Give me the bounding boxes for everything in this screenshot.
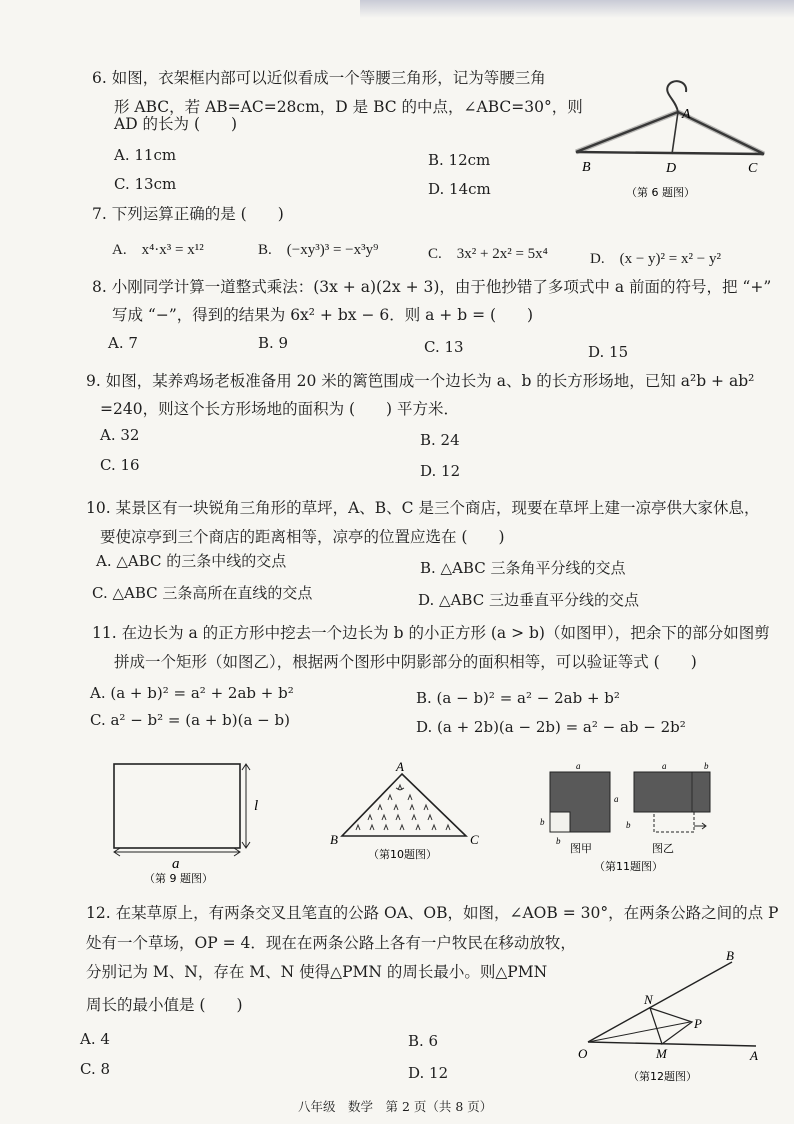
- q9-line1: 9. 如图，某养鸡场老板准备用 20 米的篱笆围成一个边长为 a、b 的长方形场地，已知 a²b + ab²: [86, 372, 755, 390]
- q10-caption: （第10题图）: [368, 848, 437, 861]
- q12-option-c: C. 8: [80, 1060, 111, 1078]
- q9-label-l: l: [254, 798, 259, 814]
- q11-caption: （第11题图）: [594, 860, 663, 873]
- q12-option-a: A. 4: [80, 1030, 110, 1048]
- q9-option-a: A. 32: [100, 426, 140, 444]
- q7-option-b: B. (−xy³)³ = −x³y⁹: [258, 242, 379, 258]
- q12-label-b: B: [726, 948, 734, 963]
- q10-label-b: B: [330, 832, 338, 847]
- q6-caption: （第 6 题图）: [626, 186, 695, 199]
- q12-line2: 处有一个草场，OP = 4．现在在两条公路上各有一户牧民在移动放牧，: [86, 934, 576, 952]
- q11-label-b-left: b: [540, 817, 545, 827]
- q10-line2: 要使凉亭到三个商店的距离相等，凉亭的位置应选在 ( ): [100, 528, 505, 546]
- q6-option-a: A. 11cm: [114, 146, 177, 164]
- q11-label-b-bottom: b: [556, 836, 561, 846]
- q11-option-a: A. (a + b)² = a² + 2ab + b²: [90, 684, 294, 702]
- q11-line2: 拼成一个矩形（如图乙），根据两个图形中阴影部分的面积相等，可以验证等式 ( ): [114, 653, 697, 671]
- q12-label-n: N: [644, 992, 653, 1007]
- q12-label-o: O: [578, 1046, 588, 1061]
- q11-option-b: B. (a − b)² = a² − 2ab + b²: [416, 689, 620, 707]
- q11-label-a-right: a: [614, 794, 619, 804]
- q8-option-d: D. 15: [588, 343, 629, 361]
- q6-label-c: C: [748, 161, 758, 176]
- q12-caption: （第12题图）: [628, 1070, 697, 1083]
- q9-option-b: B. 24: [420, 431, 460, 449]
- figure-q6-hanger: [566, 72, 776, 207]
- q8-line2: 写成 “−”，得到的结果为 6x² + bx − 6．则 a + b = ( ): [112, 306, 534, 324]
- figure-q9-rectangle: [104, 756, 274, 888]
- scan-shadow: [360, 0, 794, 18]
- q8-line1: 8. 小刚同学计算一道整式乘法：(3x + a)(2x + 3)，由于他抄错了多项式中 a 前面的符号，把 “+”: [92, 278, 772, 296]
- q9-option-c: C. 16: [100, 456, 140, 474]
- q11-label-b-yi: b: [704, 761, 709, 771]
- figure-q11-squares: [530, 758, 780, 880]
- figure-q10-triangle: [326, 760, 486, 870]
- q11-label-b-yi-left: b: [626, 820, 631, 830]
- q10-label-a: A: [396, 760, 404, 774]
- q12-label-p: P: [694, 1016, 702, 1031]
- q11-label-a-yi: a: [662, 761, 667, 771]
- q11-option-d: D. (a + 2b)(a − 2b) = a² − ab − 2b²: [416, 718, 686, 736]
- q6-label-d: D: [666, 161, 677, 176]
- q12-option-b: B. 6: [408, 1032, 439, 1050]
- figure-q12-roads: [570, 946, 774, 1088]
- q10-option-d: D. △ABC 三边垂直平分线的交点: [418, 591, 639, 609]
- q7-option-a: A. x⁴·x³ = x¹²: [112, 242, 204, 258]
- q10-option-c: C. △ABC 三条高所在直线的交点: [92, 584, 313, 602]
- q7-option-d: D. (x − y)² = x² − y²: [590, 251, 721, 267]
- q6-option-b: B. 12cm: [428, 151, 491, 169]
- q8-option-c: C. 13: [424, 338, 464, 356]
- q6-line1: 6. 如图，衣架框内部可以近似看成一个等腰三角形，记为等腰三角: [92, 69, 546, 87]
- q10-option-b: B. △ABC 三条角平分线的交点: [420, 559, 626, 577]
- q11-label-a-top: a: [576, 761, 581, 771]
- q12-line1: 12. 在某草原上，有两条交叉且笔直的公路 OA、OB，如图，∠AOB = 30°，在两条公路之间的点 P: [86, 904, 779, 922]
- q8-option-a: A. 7: [108, 334, 138, 352]
- q12-label-a: A: [750, 1048, 758, 1063]
- q11-label-jia: 图甲: [570, 842, 592, 855]
- q6-label-b: B: [582, 160, 591, 175]
- q6-option-c: C. 13cm: [114, 175, 177, 193]
- q12-line3: 分别记为 M、N，存在 M、N 使得△PMN 的周长最小。则△PMN: [86, 963, 548, 981]
- q11-label-yi: 图乙: [652, 842, 674, 855]
- q11-line1: 11. 在边长为 a 的正方形中挖去一个边长为 b 的小正方形 (a > b)（如图甲），把余下的部分如图剪: [92, 624, 770, 642]
- q10-label-c: C: [470, 832, 479, 847]
- q7-option-c: C. 3x² + 2x² = 5x⁴: [428, 246, 548, 262]
- q6-label-a: A: [682, 107, 691, 122]
- q8-option-b: B. 9: [258, 334, 289, 352]
- q10-line1: 10. 某景区有一块锐角三角形的草坪，A、B、C 是三个商店，现要在草坪上建一凉亭供大家休息，: [86, 499, 760, 517]
- q6-line2: 形 ABC，若 AB=AC=28cm，D 是 BC 的中点，∠ABC=30°，则: [114, 98, 583, 116]
- q9-option-d: D. 12: [420, 462, 461, 480]
- q12-label-m: M: [656, 1046, 667, 1061]
- q9-caption: （第 9 题图）: [144, 872, 213, 885]
- q9-label-a: a: [172, 856, 180, 872]
- q6-line3: AD 的长为 ( ): [114, 115, 238, 133]
- q11-option-c: C. a² − b² = (a + b)(a − b): [90, 711, 290, 729]
- q10-option-a: A. △ABC 的三条中线的交点: [96, 552, 287, 570]
- q12-option-d: D. 12: [408, 1064, 449, 1082]
- q12-line4: 周长的最小值是 ( ): [86, 996, 243, 1014]
- q6-option-d: D. 14cm: [428, 180, 491, 198]
- q9-line2: =240，则这个长方形场地的面积为 ( ) 平方米．: [100, 400, 460, 418]
- page-footer: 八年级 数学 第 2 页（共 8 页）: [298, 1099, 493, 1114]
- q7-stem: 7. 下列运算正确的是 ( ): [92, 205, 284, 223]
